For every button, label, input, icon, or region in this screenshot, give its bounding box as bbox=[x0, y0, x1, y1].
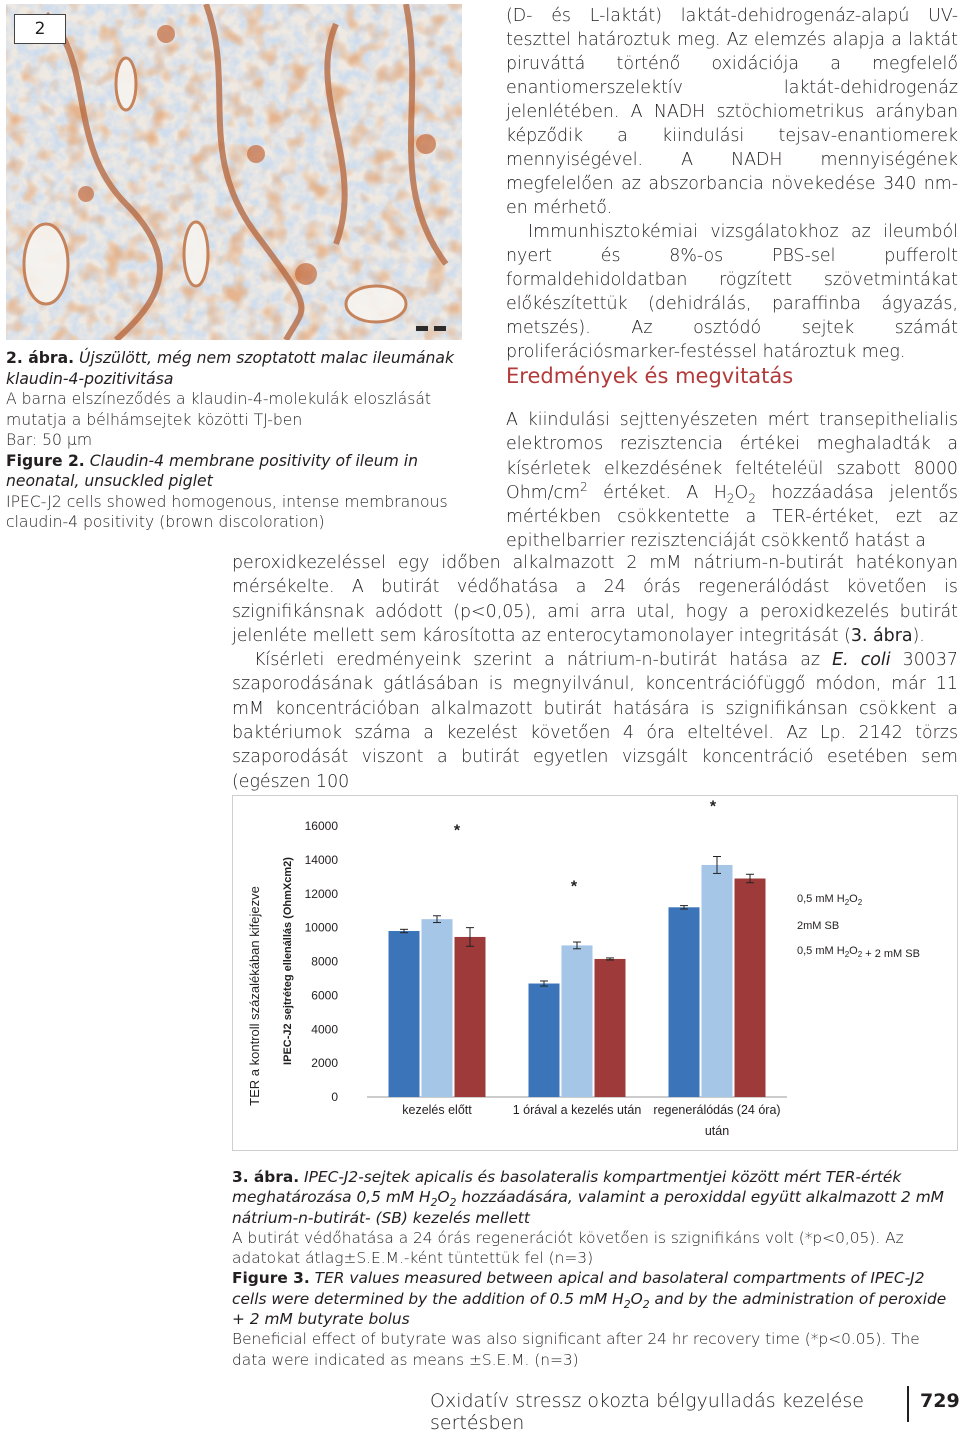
full-width-text bbox=[232, 551, 958, 794]
caption-title-hu: Újszülött, még nem szoptatott malac ileumának klaudin-4-pozitivitása bbox=[6, 349, 454, 388]
caption-body-hu: A butirát védőhatása a 24 órás regenerációt követően is szignifikáns volt (*p<0,05). Az adatokat átlag±S.E.M.-ként tüntettük fel (n=3) bbox=[232, 1228, 904, 1268]
paragraph: (D- és L-laktát) laktát-dehidrogenáz-alapú UV-teszttel határoztuk meg. Az elemzés alapja a laktát piruváttá történő oxidációja a megfelelő enantiomerszelektív laktát-dehidrogenáz jelenlétében. A NADH sztöchiometrikus arányban képződik a kiindulási tejsav-enantiomerek mennyiségével. A NADH mennyiségének megfelelően az abszorbancia növekedése 340 nm-en mérhető. bbox=[506, 6, 958, 218]
paragraph: Immunhisztokémiai vizsgálatokhoz az ileumból nyert és 8%-os PBS-sel pufferolt formaldehidoldatban rögzített szövetmintákat előkészítettük (dehidrálás, paraffinba ágyazás, metszés). Az osztódó sejtek számát proliferációsmarker-festéssel határoztuk meg. bbox=[506, 222, 958, 362]
y-tick-label: 16000 bbox=[304, 819, 338, 833]
paragraph: peroxidkezeléssel egy időben alkalmazott 2 mM nátrium-n-butirát hatékonyan mérsékelte. A butirát védőhatása a 24 órás regenerálódást követően is szignifikánsnak adódott (p<0,05), ami arra utal, hogy a peroxidkezelés butirát jelenléte mellett sem károsította az enterocytamonolayer integritását (3. ábra). bbox=[232, 553, 958, 646]
y-tick-label: 6000 bbox=[311, 988, 338, 1003]
caption-title-en: TER values measured between apical and basolateral compartments of IPEC-J2 cells were determined by the addition of 0.5 mM $H_2O_2$ and by the administration of peroxide + 2 mM butyrate bolus bbox=[232, 1269, 947, 1329]
bar bbox=[529, 984, 560, 1097]
caption-label-en: Figure 2. bbox=[6, 451, 85, 470]
y-tick-label: 4000 bbox=[311, 1022, 338, 1037]
significance-marker: * bbox=[709, 798, 717, 816]
paragraph: Kísérleti eredményeink szerint a nátrium-n-butirát hatása az E. coli 30037 szaporodásának gátlásában is megnyilvánul, koncentrációfüggő módon, már 11 mM koncentrációban alkalmazott butirát hatására is szignifikánsan csökkent a baktériumok száma a kezelést követően 4 óra elteltével. Az Lp. 2142 törzs szaporodását viszont a butirát egyetlen vizsgált koncentráció esetében sem (egészen 100 bbox=[232, 650, 958, 792]
y-tick-label: 12000 bbox=[304, 886, 338, 901]
caption-label-hu: 2. ábra. bbox=[6, 349, 75, 367]
page-number: 729 bbox=[920, 1390, 960, 1412]
legend-entry: 2mM SB bbox=[797, 920, 840, 932]
y-tick-label: 8000 bbox=[311, 954, 338, 969]
bar bbox=[735, 879, 766, 1097]
x-tick-label: regenerálódás (24 óra) bbox=[653, 1103, 781, 1117]
bar bbox=[669, 907, 700, 1097]
y-axis-label-inner: IPEC-J2 sejtréteg ellenállás (OhmXcm2) bbox=[282, 857, 294, 1065]
section-heading: Eredmények és megvitatás bbox=[506, 364, 794, 388]
results-paragraph: A kiindulási sejttenyészeten mért transepithelialis elektromos rezisztencia értékei meghaladták a kísérletek elkezdésének feltételéül szabott 8000 Ohm/$cm^2$ értéket. A $H_2O_2$ hozzáadása jelentős mértékben csökkentette a TER-értéket, ezt az epithelbarrier rezisztenciáját csökkentő hatást a bbox=[506, 410, 958, 552]
right-column-text bbox=[506, 4, 958, 364]
footer-divider bbox=[907, 1386, 909, 1422]
bar bbox=[595, 959, 626, 1097]
y-tick-label: 2000 bbox=[311, 1056, 338, 1071]
bar bbox=[422, 919, 453, 1097]
significance-marker: * bbox=[570, 878, 578, 896]
bar bbox=[562, 945, 593, 1097]
x-tick-label: után bbox=[704, 1124, 730, 1138]
caption-body-en: Beneficial effect of butyrate was also significant after 24 hr recovery time (*p<0.05). The data were indicated as means ±S.E.M. (n=3) bbox=[232, 1330, 920, 1369]
caption-title-hu: IPEC-J2-sejtek apicalis és basolateralis kompartmentjei között mért TER-érték meghatározása 0,5 mM $H_2O_2$ hozzáadására, valamint a peroxiddal együtt alkalmazott 2 mM nátrium-n-butirát- (SB) kezelés mellett bbox=[232, 1168, 944, 1227]
micrograph-image bbox=[6, 4, 462, 340]
caption-title-en: Claudin-4 membrane positivity of ileum in neonatal, unsuckled piglet bbox=[6, 451, 418, 490]
caption-scale-bar: Bar: 50 μm bbox=[6, 431, 93, 449]
y-tick-label: 0 bbox=[331, 1090, 338, 1104]
significance-marker: * bbox=[453, 822, 461, 840]
x-tick-label: kezelés előtt bbox=[402, 1103, 472, 1117]
y-tick-label: 14000 bbox=[304, 852, 338, 867]
caption-label-en: Figure 3. bbox=[232, 1269, 310, 1288]
bar-chart-svg bbox=[233, 796, 957, 1150]
x-tick-label: 1 órával a kezelés után bbox=[512, 1103, 642, 1117]
legend-entry: 0,5 mM $H_2O_2$ bbox=[797, 893, 863, 907]
bar bbox=[702, 865, 733, 1097]
figure-reference: 3. ábra bbox=[850, 625, 913, 646]
running-footer: Oxidatív stressz okozta bélgyulladás kezelése sertésben bbox=[430, 1390, 864, 1434]
y-tick-label: 10000 bbox=[304, 920, 338, 935]
caption-body-hu: A barna elszíneződés a klaudin-4-molekulák eloszlását mutatja a bélhámsejtek közötti TJ-ben bbox=[6, 390, 431, 429]
bar bbox=[389, 931, 420, 1097]
y-axis-label-outer: TER a kontroll százalékában kifejezve bbox=[247, 886, 262, 1106]
caption-body-en: IPEC-J2 cells showed homogenous, intense membranous claudin-4 positivity (brown discoloration) bbox=[6, 492, 448, 531]
figure-number-badge: 2 bbox=[14, 14, 66, 44]
bar bbox=[455, 937, 486, 1097]
caption-label-hu: 3. ábra. bbox=[232, 1168, 300, 1186]
legend-entry: 0,5 mM $H_2O_2 + 2$ mM SB bbox=[797, 945, 920, 960]
figure-3-caption bbox=[232, 1167, 956, 1370]
bar-chart bbox=[232, 795, 958, 1151]
figure-2-caption bbox=[6, 348, 461, 533]
